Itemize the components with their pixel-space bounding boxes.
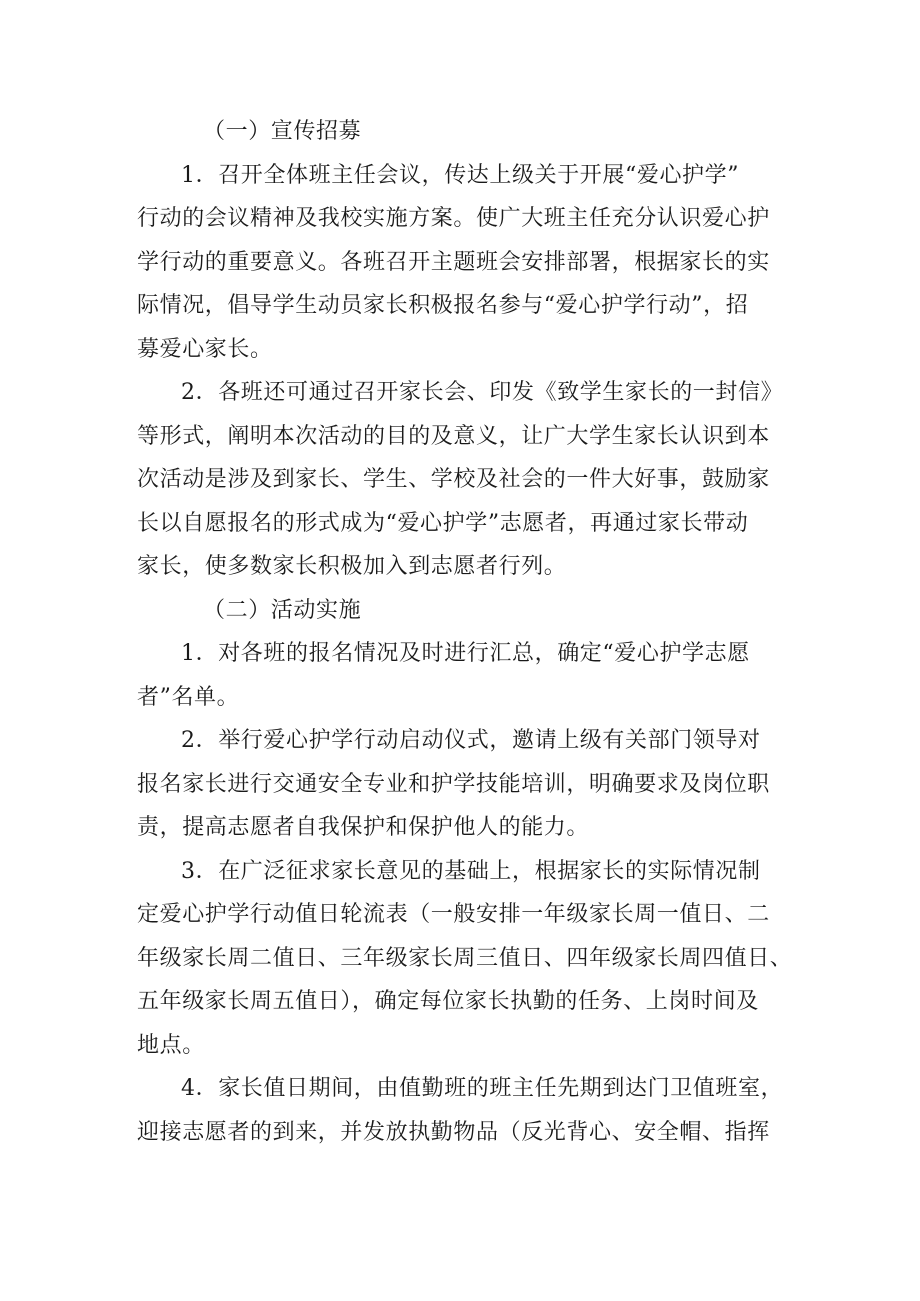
paragraph — [137, 154, 797, 372]
text-line: 等形式，阐明本次活动的目的及意义，让广大学生家长认识到本 — [137, 423, 770, 449]
paragraph — [137, 371, 797, 589]
document-body — [137, 110, 797, 1154]
text-line: 次活动是涉及到家长、学生、学校及社会的一件大好事，鼓励家 — [137, 467, 770, 492]
text-line: 年级家长周二值日、三年级家长周三值日、四年级家长周四值日、 — [137, 945, 793, 971]
text-line: 长以自愿报名的形式成为“爱心护学”志愿者，再通过家长带动 — [137, 510, 749, 536]
section-heading: （一）宣传招募 — [203, 119, 362, 144]
text-line: 2．举行爱心护学行动启动仪式，邀请上级有关部门领导对 — [181, 728, 761, 753]
text-line: 报名家长进行交通安全专业和护学技能培训，明确要求及岗位职 — [137, 771, 770, 797]
text-line: 者”名单。 — [137, 684, 240, 710]
text-line: 迎接志愿者的到来，并发放执勤物品（反光背心、安全帽、指挥 — [137, 1119, 770, 1145]
paragraph — [137, 719, 797, 850]
text-line: 五年级家长周五值日），确定每位家长执勤的任务、上岗时间及 — [137, 989, 759, 1014]
paragraph — [137, 632, 797, 719]
text-line: 4．家长值日期间，由值勤班的班主任先期到达门卫值班室， — [181, 1076, 784, 1101]
text-line: 责，提高志愿者自我保护和保护他人的能力。 — [137, 815, 590, 840]
section-heading: （二）活动实施 — [203, 597, 362, 623]
text-line: 3．在广泛征求家长意见的基础上，根据家长的实际情况制 — [181, 858, 761, 884]
text-line: 家长，使多数家长积极加入到志愿者行列。 — [137, 554, 567, 579]
paragraph — [137, 1067, 797, 1154]
text-line: 1．对各班的报名情况及时进行汇总，确定“爱心护学志愿 — [181, 641, 750, 666]
text-line: 行动的会议精神及我校实施方案。使广大班主任充分认识爱心护 — [137, 206, 770, 231]
paragraph — [137, 850, 797, 1068]
text-line: 学行动的重要意义。各班召开主题班会安排部署，根据家长的实 — [137, 249, 770, 275]
text-line: 1．召开全体班主任会议，传达上级关于开展“爱心护学” — [181, 162, 740, 188]
text-line: 际情况，倡导学生动员家长积极报名参与“爱心护学行动”，招 — [137, 293, 749, 318]
text-line: 募爱心家长。 — [137, 336, 273, 362]
text-line: 2．各班还可通过召开家长会、印发《致学生家长的一封信》 — [181, 380, 784, 405]
text-line: 地点。 — [137, 1032, 205, 1058]
text-line: 定爱心护学行动值日轮流表（一般安排一年级家长周一值日、二 — [137, 902, 770, 927]
